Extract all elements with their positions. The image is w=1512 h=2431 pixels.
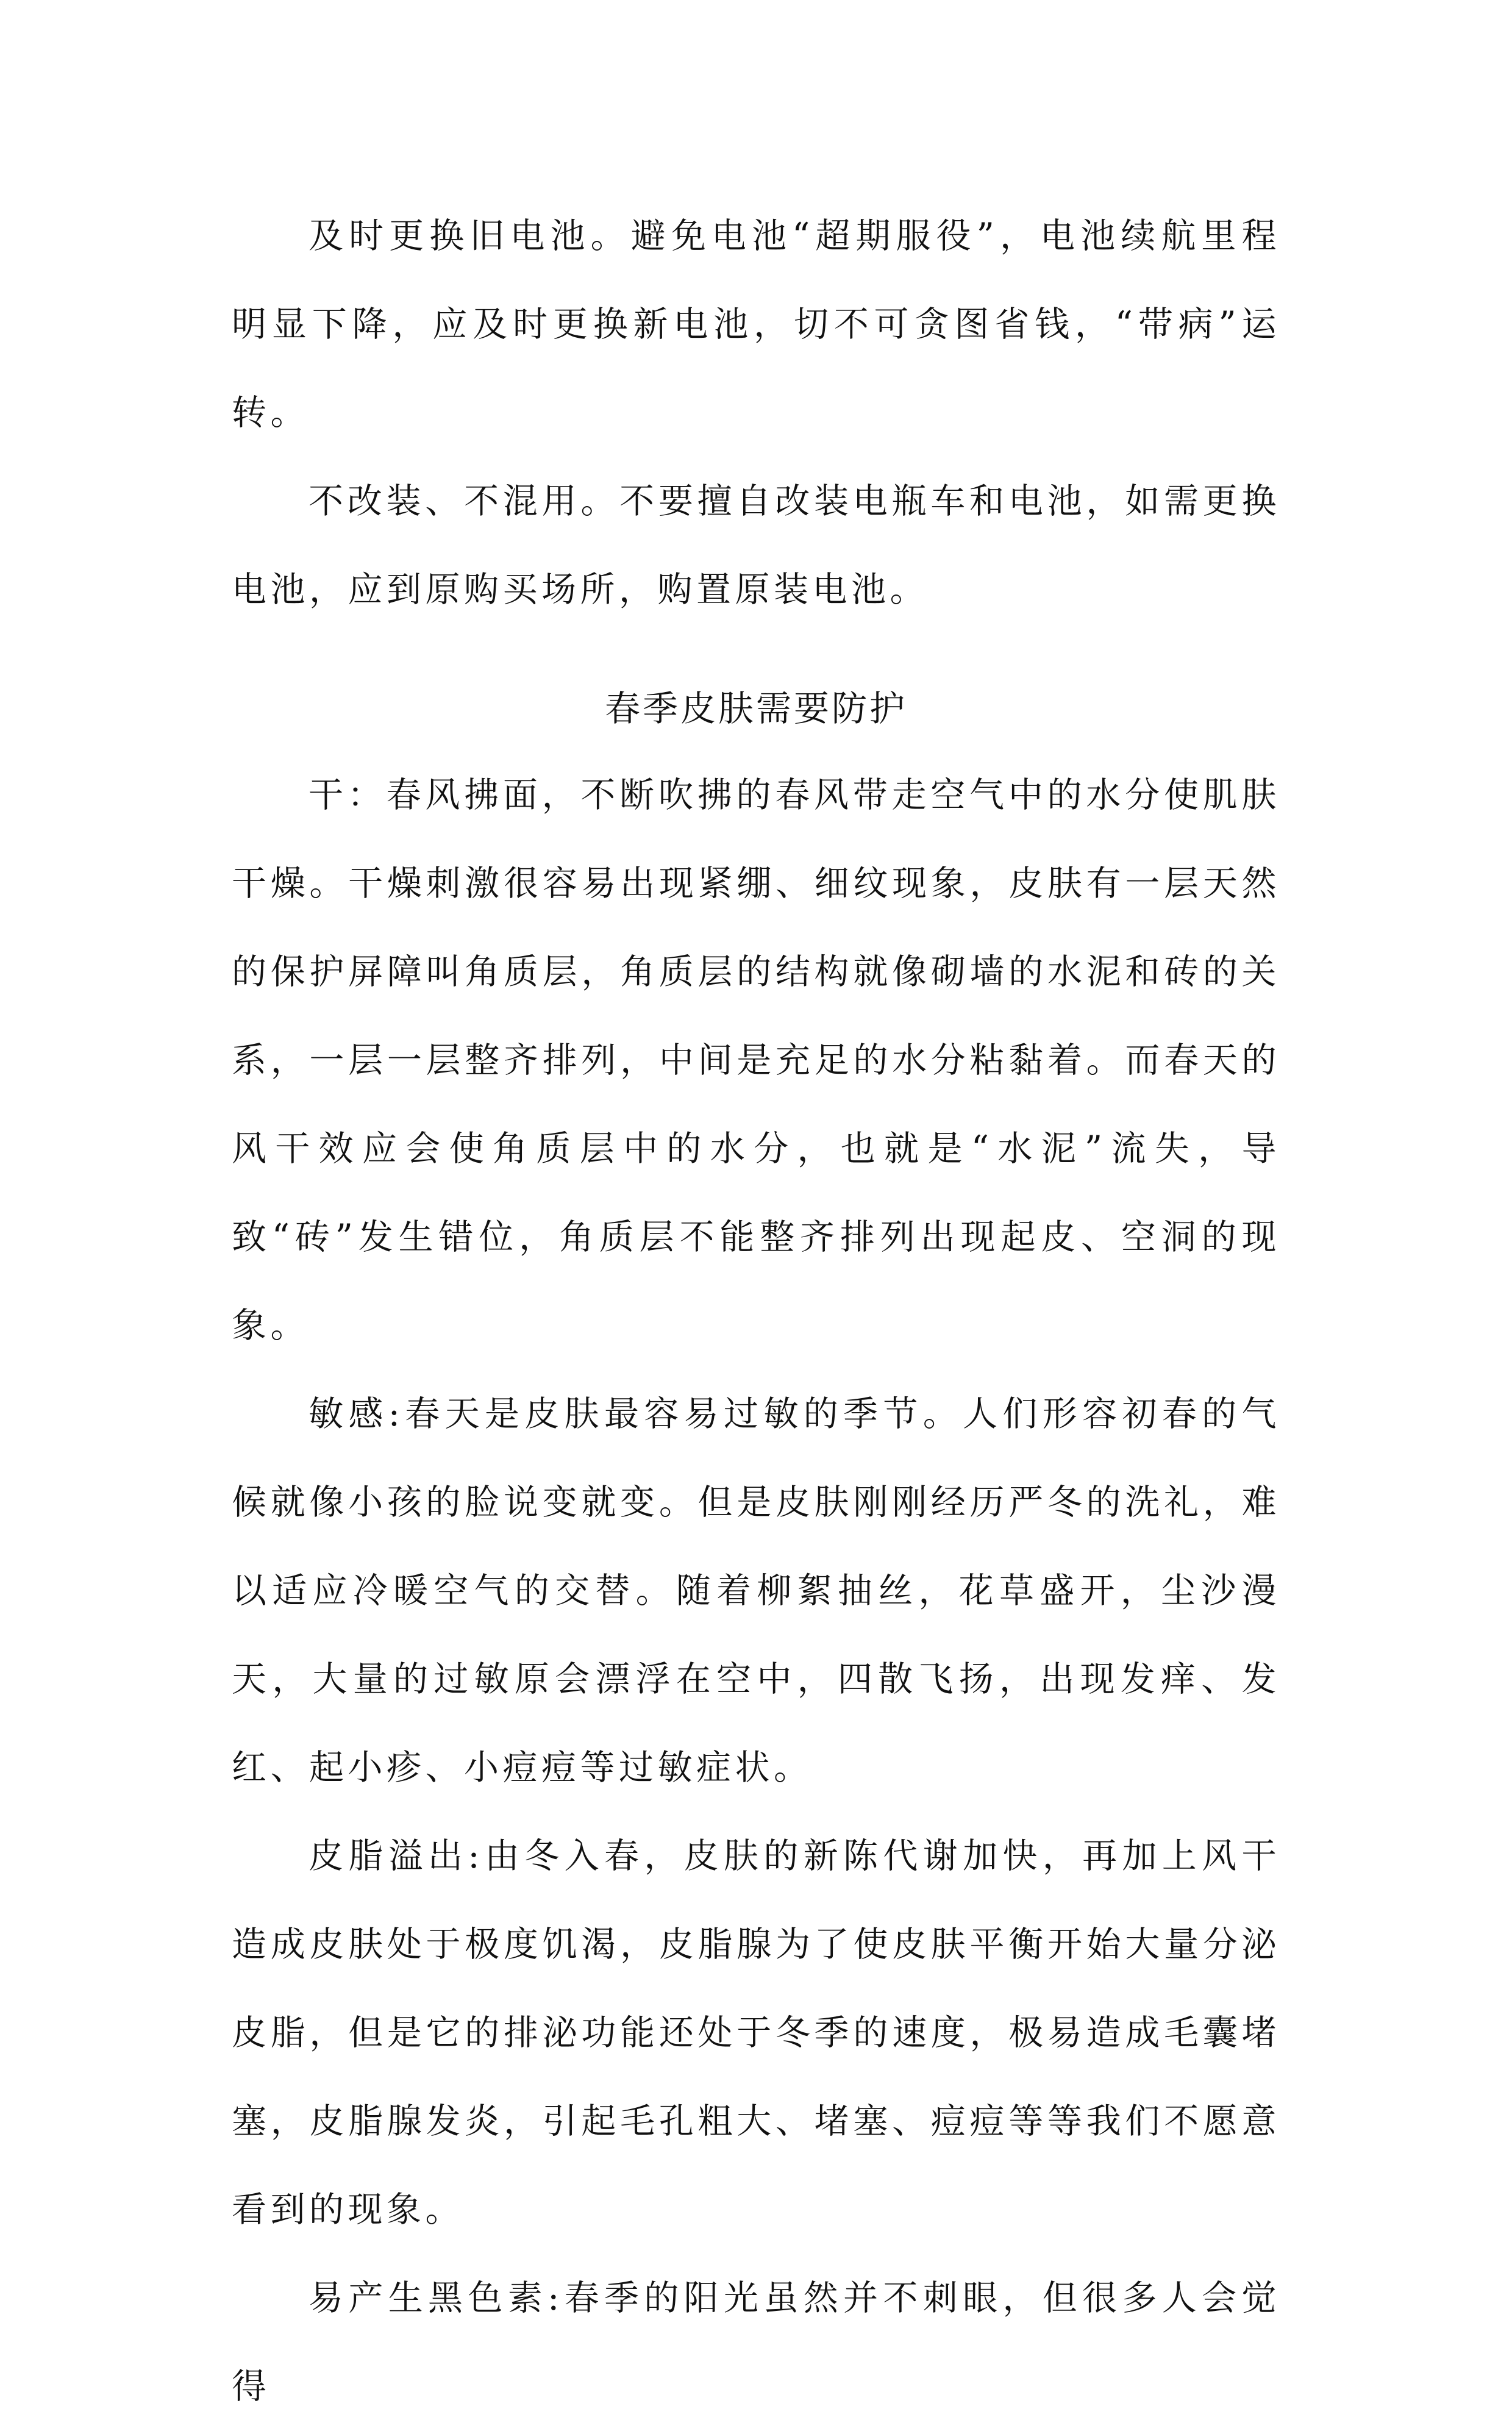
paragraph-melanin bbox=[232, 2254, 1280, 2431]
paragraph-lead: 敏感: bbox=[308, 1394, 404, 1434]
section-title: 春季皮肤需要防护 bbox=[604, 688, 907, 729]
paragraph-body: 避免电池“超期服役”，电池续航里程明显下降，应及时更换新电池，切不可贪图省钱，“带病”运转。 bbox=[232, 216, 1281, 433]
paragraph-lead: 不改装、不混用。 bbox=[308, 481, 620, 521]
page-content bbox=[232, 192, 1280, 2431]
paragraph-body: 不要擅自改装电瓶车和电池，如需更换电池，应到原购买场所，购置原装电池。 bbox=[232, 481, 1281, 610]
paragraph-lead: 皮脂溢出: bbox=[308, 1836, 484, 1876]
paragraph-lead: 及时更换旧电池。 bbox=[308, 216, 631, 256]
paragraph-dry bbox=[232, 751, 1280, 1370]
paragraph-lead: 易产生黑色素: bbox=[308, 2278, 563, 2318]
paragraph-body: 由冬入春，皮肤的新陈代谢加快，再加上风干造成皮肤处于极度饥渴，皮脂腺为了使皮肤平衡开始大量分泌皮脂，但是它的排泌功能还处于冬季的速度，极易造成毛囊堵塞，皮脂腺发炎，引起毛孔粗大、堵塞、痘痘等等我们不愿意看到的现象。 bbox=[232, 1836, 1280, 2230]
paragraph-sensitive bbox=[232, 1370, 1280, 1812]
paragraph-body: 春风拂面，不断吹拂的春风带走空气中的水分使肌肤干燥。干燥刺激很容易出现紧绷、细纹现象，皮肤有一层天然的保护屏障叫角质层，角质层的结构就像砌墙的水泥和砖的关系，一层一层整齐排列，中间是充足的水分粘黏着。而春天的风干效应会使角质层中的水分，也就是“水泥”流失，导致“砖”发生错位，角质层不能整齐排列出现起皮、空洞的现象。 bbox=[232, 775, 1281, 1346]
paragraph-body: 春季的阳光虽然并不刺眼，但很多人会觉得 bbox=[232, 2278, 1280, 2407]
paragraph-replace-battery bbox=[232, 192, 1280, 457]
paragraph-no-modification bbox=[232, 457, 1280, 634]
paragraph-sebum bbox=[232, 1812, 1280, 2254]
paragraph-body: 春天是皮肤最容易过敏的季节。人们形容初春的气候就像小孩的脸说变就变。但是皮肤刚刚经历严冬的洗礼，难以适应冷暖空气的交替。随着柳絮抽丝，花草盛开，尘沙漫天，大量的过敏原会漂浮在空中，四散飞扬，出现发痒、发红、起小疹、小痘痘等过敏症状。 bbox=[232, 1394, 1280, 1788]
paragraph-lead: 干： bbox=[308, 775, 387, 815]
